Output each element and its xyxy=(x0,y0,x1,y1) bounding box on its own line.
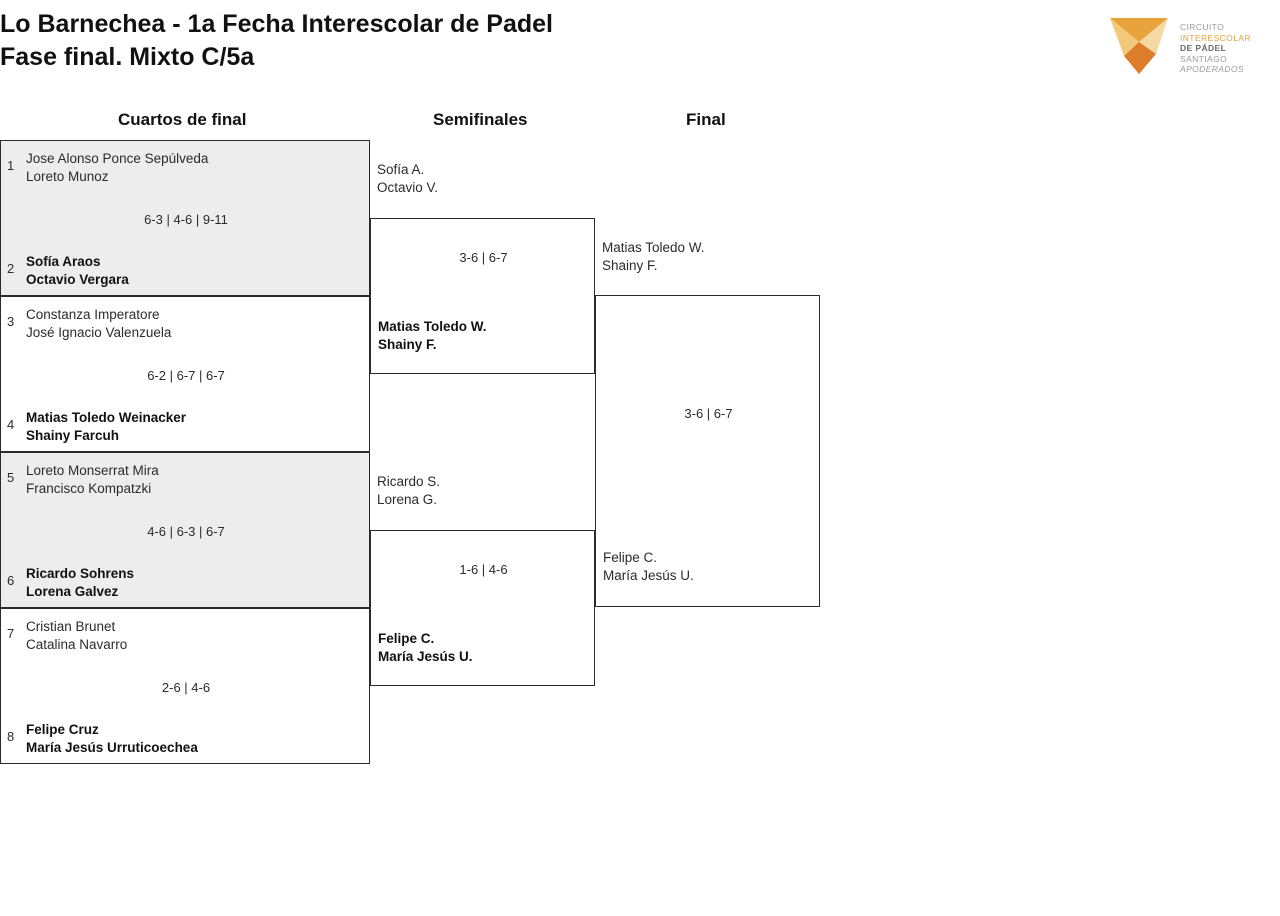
semifinal-2-top-player-1: Ricardo S. xyxy=(377,474,441,489)
match-score: 6-2 | 6-7 | 6-7 xyxy=(147,368,225,383)
team-player-2: María Jesús U. xyxy=(603,568,694,583)
team-player-1: Loreto Monserrat Mira xyxy=(26,463,159,478)
match-box-sf-2[interactable] xyxy=(370,530,595,686)
team-player-1: Felipe C. xyxy=(378,631,435,646)
match-score: 3-6 | 6-7 xyxy=(684,406,733,421)
logo-line-4: SANTIAGO xyxy=(1180,53,1228,64)
team-player-2: José Ignacio Valenzuela xyxy=(26,325,172,340)
seed-number-3: 3 xyxy=(7,314,15,329)
team-player-1: Felipe C. xyxy=(603,550,658,565)
semifinal-1-top-player-1: Sofía A. xyxy=(377,162,425,177)
team-player-1: Jose Alonso Ponce Sepúlveda xyxy=(26,151,209,166)
seed-number-8: 8 xyxy=(7,729,15,744)
final-top-player-1: Matias Toledo W. xyxy=(602,240,705,255)
match-box-qf-2[interactable] xyxy=(0,296,370,452)
title-line-2: Fase final. Mixto C/5a xyxy=(0,43,255,71)
match-score: 3-6 | 6-7 xyxy=(459,250,508,265)
team-player-1: Constanza Imperatore xyxy=(26,307,160,322)
team-player-1: Ricardo Sohrens xyxy=(26,566,135,581)
round-title-semifinals: Semifinales xyxy=(433,110,528,129)
match-box-qf-1[interactable] xyxy=(0,140,370,296)
logo-line-3: DE PÁDEL xyxy=(1180,43,1227,53)
round-title-quarterfinals: Cuartos de final xyxy=(118,110,247,129)
team-player-2: Francisco Kompatzki xyxy=(26,481,152,496)
round-title-final: Final xyxy=(686,110,726,129)
logo-line-1: CIRCUITO xyxy=(1180,22,1225,32)
team-player-2: Shainy Farcuh xyxy=(26,428,120,443)
page-header xyxy=(0,0,1280,92)
semifinal-1-top-player-2: Octavio V. xyxy=(377,180,439,195)
seed-number-7: 7 xyxy=(7,626,15,641)
seed-number-6: 6 xyxy=(7,573,15,588)
match-score: 6-3 | 4-6 | 9-11 xyxy=(144,212,228,227)
team-player-2: Octavio Vergara xyxy=(26,272,129,287)
seed-number-2: 2 xyxy=(7,261,15,276)
seed-number-5: 5 xyxy=(7,470,15,485)
match-score: 1-6 | 4-6 xyxy=(459,562,508,577)
logo-wordmark xyxy=(1180,22,1276,75)
match-score: 2-6 | 4-6 xyxy=(161,680,211,695)
seed-number-1: 1 xyxy=(7,158,15,173)
team-player-2: Catalina Navarro xyxy=(26,637,128,652)
team-player-1: Matias Toledo Weinacker xyxy=(26,410,187,425)
team-player-1: Cristian Brunet xyxy=(26,619,116,634)
seed-number-4: 4 xyxy=(7,417,15,432)
team-player-2: María Jesús Urruticoechea xyxy=(26,740,198,755)
semifinal-2-top-player-2: Lorena G. xyxy=(377,492,438,507)
circuito-logo xyxy=(1106,10,1276,80)
team-player-1: Matias Toledo W. xyxy=(378,319,487,334)
logo-line-5: APODERADOS xyxy=(1180,64,1244,74)
match-box-qf-4[interactable] xyxy=(0,608,370,764)
title-line-1: Lo Barnechea - 1a Fecha Interescolar de Padel xyxy=(0,10,554,38)
team-player-1: Felipe Cruz xyxy=(26,722,99,737)
match-box-sf-1[interactable] xyxy=(370,218,595,374)
team-player-2: María Jesús U. xyxy=(378,649,473,664)
final-top-player-2: Shainy F. xyxy=(602,258,658,273)
match-box-final[interactable] xyxy=(595,295,820,607)
logo-line-2: INTERESCOLAR xyxy=(1180,32,1251,43)
match-score: 4-6 | 6-3 | 6-7 xyxy=(147,524,225,539)
page-title xyxy=(0,8,900,74)
team-player-2: Shainy F. xyxy=(378,337,437,352)
team-player-1: Sofía Araos xyxy=(26,254,101,269)
team-player-2: Lorena Galvez xyxy=(26,584,119,599)
team-player-2: Loreto Munoz xyxy=(26,169,109,184)
logo-mark-icon xyxy=(1106,12,1172,78)
match-box-qf-3[interactable] xyxy=(0,452,370,608)
